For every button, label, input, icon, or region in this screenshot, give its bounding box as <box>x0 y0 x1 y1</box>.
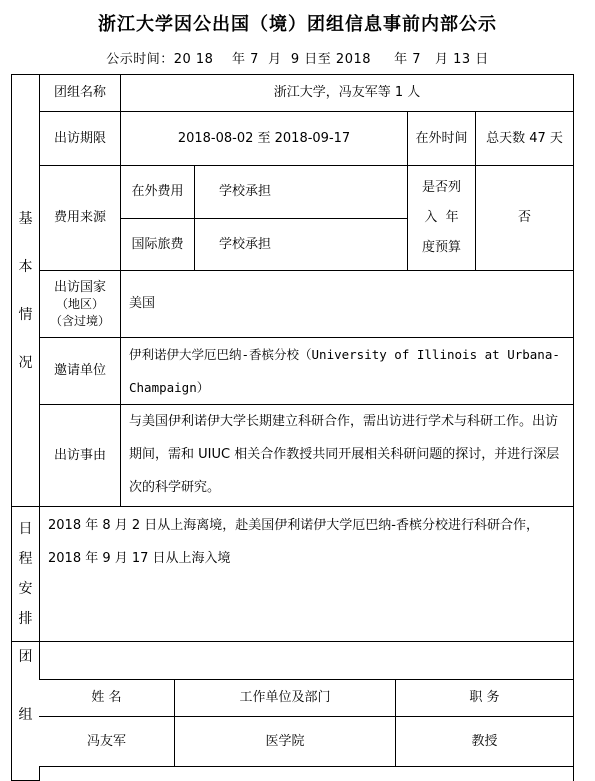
budget-label-line-2: 入 年 <box>424 210 459 225</box>
intl-travel-value: 学校承担 <box>194 218 408 271</box>
schedule-value: 2018 年 8 月 2 日从上海离境，赴美国伊利诺伊大学厄巴纳-香槟分校进行科研合作，2018 年 9 月 17 日从上海入境 <box>39 506 574 642</box>
purpose-value: 与美国伊利诺伊大学长期建立科研合作，需出访进行学术与科研工作。出访期间，需和 UIUC 相关合作教授共同开展相关科研问题的探讨，并进行深层次的科学研究。 <box>120 404 574 507</box>
schedule-char-3: 安 <box>18 581 33 597</box>
member-unit: 医学院 <box>174 716 396 767</box>
intl-travel-label: 国际旅费 <box>120 218 195 271</box>
funding-label: 费用来源 <box>39 165 121 271</box>
schedule-char-2: 程 <box>18 551 33 567</box>
budget-label-line-3: 度预算 <box>421 240 461 255</box>
member-title: 教授 <box>395 716 574 767</box>
country-label-line-1: 出访国家 <box>53 279 106 295</box>
country-label-line-2: （地区） <box>55 296 104 311</box>
visit-period-label: 出访期限 <box>39 111 121 166</box>
schedule-section-label <box>11 506 40 642</box>
group-name-label: 团组名称 <box>39 74 121 112</box>
members-char-1: 团 <box>18 649 33 665</box>
country-label <box>39 270 121 338</box>
basic-section-label <box>11 74 40 507</box>
members-section-label <box>11 641 40 781</box>
abroad-time-label: 在外时间 <box>407 111 476 166</box>
announce-time: 公示时间：20 18 年 7 月 9 日至 2018 年 7 月 13 日 <box>106 52 489 67</box>
basic-char-2: 本 <box>18 258 33 275</box>
country-label-line-3: （含过境） <box>49 313 110 328</box>
basic-char-3: 情 <box>18 306 33 323</box>
basic-char-1: 基 <box>18 210 33 227</box>
abroad-cost-label: 在外费用 <box>120 165 195 219</box>
country-value: 美国 <box>120 270 574 338</box>
page-title: 浙江大学因公出国（境）团组信息事前内部公示 <box>98 14 497 35</box>
member-name: 冯友军 <box>39 716 175 767</box>
group-name-value: 浙江大学，冯友军等 1 人 <box>120 74 574 112</box>
members-header-name: 姓 名 <box>39 679 175 717</box>
members-header-title: 职 务 <box>395 679 574 717</box>
inviter-value: 伊利诺伊大学厄巴纳-香槟分校（University of Illinois at Urbana-Champaign） <box>120 337 574 405</box>
budget-label <box>407 165 476 271</box>
inviter-label: 邀请单位 <box>39 337 121 405</box>
budget-value: 否 <box>475 165 574 271</box>
abroad-cost-value: 学校承担 <box>194 165 408 219</box>
basic-char-4: 况 <box>18 354 33 371</box>
members-char-2: 组 <box>18 707 33 723</box>
visit-period-value: 2018-08-02 至 2018-09-17 <box>120 111 408 166</box>
schedule-char-1: 日 <box>18 521 33 537</box>
purpose-label: 出访事由 <box>39 404 121 507</box>
members-header-unit: 工作单位及部门 <box>174 679 396 717</box>
schedule-char-4: 排 <box>18 611 33 627</box>
budget-label-line-1: 是否列 <box>421 180 461 195</box>
total-days-value: 总天数 47 天 <box>475 111 574 166</box>
